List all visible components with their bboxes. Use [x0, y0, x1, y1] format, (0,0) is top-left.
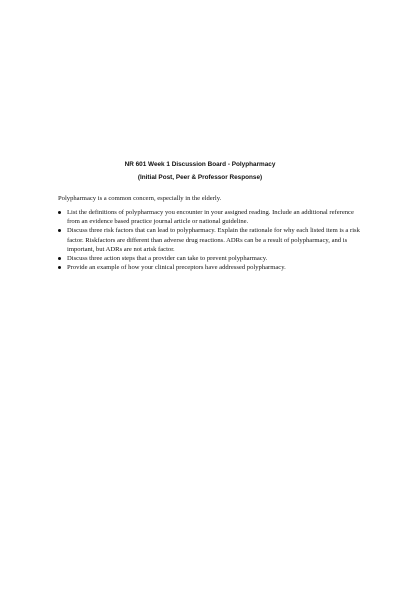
intro-paragraph: Polypharmacy is a common concern, especially in the elderly.: [58, 195, 222, 202]
bullet-list: [58, 208, 362, 272]
list-item-text: Discuss three risk factors that can lead to polypharmacy. Explain the rationale for why each listed item is a risk factor. Riskfactors are different than adverse drug reactions. ADRs can be a result of polypharmacy, and is important, but ADRs are not arisk factor.: [67, 227, 360, 253]
title-block: [0, 158, 400, 184]
bullet-icon: [58, 266, 61, 269]
document-title: NR 601 Week 1 Discussion Board - Polypharmacy: [124, 161, 276, 168]
list-item: [58, 263, 362, 272]
bullet-icon: [58, 257, 61, 260]
list-item: [58, 254, 362, 263]
list-item-text: Provide an example of how your clinical preceptors have addressed polypharmacy.: [67, 264, 286, 272]
bullet-icon: [58, 229, 61, 232]
list-item: [58, 208, 362, 226]
list-item-text: Discuss three action steps that a provider can take to prevent polypharmacy.: [67, 255, 268, 263]
list-item-text: List the definitions of polypharmacy you encounter in your assigned reading. Include an additional reference from an evidence based practice journal article or national guideline.: [67, 209, 354, 226]
document-subtitle: (Initial Post, Peer & Professor Response): [137, 174, 263, 181]
list-item: [58, 226, 362, 254]
bullet-icon: [58, 211, 61, 214]
